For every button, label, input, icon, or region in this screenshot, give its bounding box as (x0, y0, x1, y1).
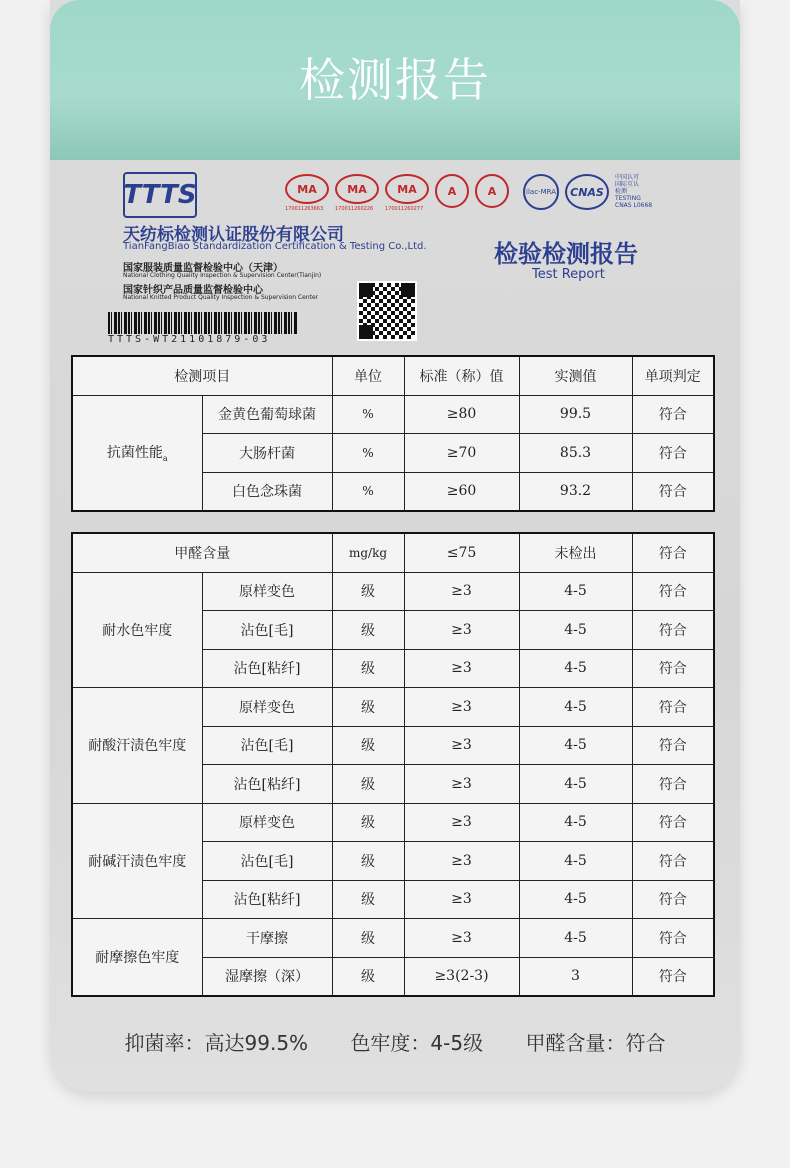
center1-cn: 国家服装质量监督检验中心（天津） (123, 263, 283, 274)
barcode-number: TTTS-WT21101879-03 (108, 334, 271, 345)
result-cell: 符合 (632, 611, 714, 650)
result-cell: 符合 (632, 726, 714, 765)
cnas-line: 中国认可 (615, 174, 640, 181)
table-header-row (72, 356, 714, 395)
cnas-line: TESTING (615, 195, 641, 202)
item-cell: 沾色[粘纤] (202, 649, 332, 688)
measured-cell: 99.5 (519, 395, 632, 434)
measured-cell: 4-5 (519, 765, 632, 804)
report-title-cn: 检验检测报告 (494, 239, 638, 268)
standard-cell: ≤75 (404, 533, 519, 572)
group-cell: 耐碱汗渍色牢度 (72, 803, 202, 919)
result-cell: 符合 (632, 919, 714, 958)
unit-cell: 级 (332, 572, 404, 611)
result-cell: 符合 (632, 533, 714, 572)
org-name-cn: 天纺标检测认证股份有限公司 (123, 225, 344, 245)
standard-cell: ≥3 (404, 611, 519, 650)
cal-badge-icon (435, 174, 469, 208)
qr-code (357, 281, 417, 341)
item-cell: 干摩擦 (202, 919, 332, 958)
result-cell: 符合 (632, 803, 714, 842)
antibacterial-summary: 抑菌率：高达99.5% (124, 1031, 309, 1055)
org-name-en: TianFangBiao Standardization Certification & Testing Co.,Ltd. (123, 241, 427, 252)
table-row (72, 919, 714, 958)
standard-cell: ≥3 (404, 803, 519, 842)
header-cell: 单项判定 (632, 356, 714, 395)
item-cell: 原样变色 (202, 803, 332, 842)
header-cell: 标准（称）值 (404, 356, 519, 395)
formaldehyde-summary: 甲醛含量：符合 (525, 1031, 666, 1055)
cnas-label: CNAS (570, 185, 604, 199)
standard-cell: ≥3 (404, 572, 519, 611)
item-cell: 沾色[粘纤] (202, 765, 332, 804)
result-cell: 符合 (632, 880, 714, 919)
standard-cell: ≥3 (404, 688, 519, 727)
certification-badges (285, 174, 652, 210)
unit-cell: 级 (332, 688, 404, 727)
colorfastness-table (71, 532, 715, 997)
unit-cell: mg/kg (332, 533, 404, 572)
ilac-mra-icon (523, 174, 559, 210)
measured-cell: 4-5 (519, 726, 632, 765)
item-cell: 甲醛含量 (72, 533, 332, 572)
unit-cell: % (332, 472, 404, 511)
measured-cell: 4-5 (519, 842, 632, 881)
ma-number: 170011260226 (335, 206, 374, 212)
colorfastness-summary: 色牢度：4-5级 (350, 1031, 484, 1055)
standard-cell: ≥3 (404, 880, 519, 919)
measured-cell: 4-5 (519, 803, 632, 842)
unit-cell: 级 (332, 880, 404, 919)
measured-cell: 4-5 (519, 649, 632, 688)
header-cell: 实测值 (519, 356, 632, 395)
unit-cell: 级 (332, 765, 404, 804)
cnas-icon (565, 174, 609, 210)
standard-cell: ≥3 (404, 842, 519, 881)
table-row (72, 572, 714, 611)
result-cell: 符合 (632, 472, 714, 511)
item-cell: 沾色[毛] (202, 611, 332, 650)
ttts-logo: TTTS (123, 172, 197, 218)
item-cell: 金黄色葡萄球菌 (202, 395, 332, 434)
cnas-line: 检测 (615, 188, 628, 195)
cal-badge-icon (475, 174, 509, 208)
center2-cn: 国家针织产品质量监督检验中心 (123, 285, 263, 296)
result-cell: 符合 (632, 395, 714, 434)
barcode (108, 312, 298, 334)
standard-cell: ≥70 (404, 434, 519, 473)
antibacterial-table (71, 355, 715, 512)
ma-number: 170011260277 (385, 206, 424, 212)
unit-cell: 级 (332, 842, 404, 881)
table-row (72, 803, 714, 842)
item-cell: 原样变色 (202, 688, 332, 727)
unit-cell: 级 (332, 649, 404, 688)
result-cell: 符合 (632, 434, 714, 473)
cal-label: A (487, 184, 497, 198)
item-cell: 沾色[毛] (202, 842, 332, 881)
unit-cell: 级 (332, 726, 404, 765)
unit-cell: 级 (332, 919, 404, 958)
measured-cell: 3 (519, 957, 632, 996)
standard-cell: ≥60 (404, 472, 519, 511)
table-row (72, 688, 714, 727)
center1-en: National Clothing Quality Inspection & Supervision Center(Tianjin) (123, 272, 322, 279)
ma-number: 170011263663 (285, 206, 324, 212)
measured-cell: 未检出 (519, 533, 632, 572)
group-cell: 耐水色牢度 (72, 572, 202, 688)
measured-cell: 4-5 (519, 880, 632, 919)
measured-cell: 85.3 (519, 434, 632, 473)
unit-cell: % (332, 395, 404, 434)
result-cell: 符合 (632, 957, 714, 996)
result-cell: 符合 (632, 572, 714, 611)
standard-cell: ≥3 (404, 726, 519, 765)
group-note: a (162, 454, 168, 464)
item-cell: 原样变色 (202, 572, 332, 611)
page-header (50, 0, 740, 160)
header-cell: 检测项目 (72, 356, 332, 395)
ilac-label: ilac-MRA (526, 188, 556, 196)
ma-label: MA (347, 182, 367, 196)
unit-cell: 级 (332, 611, 404, 650)
summary-footer (50, 1027, 740, 1056)
measured-cell: 4-5 (519, 572, 632, 611)
unit-cell: 级 (332, 803, 404, 842)
item-cell: 沾色[粘纤] (202, 880, 332, 919)
item-cell: 沾色[毛] (202, 726, 332, 765)
unit-cell: % (332, 434, 404, 473)
result-cell: 符合 (632, 649, 714, 688)
standard-cell: ≥3 (404, 765, 519, 804)
cal-label: A (447, 184, 457, 198)
measured-cell: 4-5 (519, 611, 632, 650)
cnas-line: CNAS L0668 (615, 202, 653, 209)
standard-cell: ≥3 (404, 919, 519, 958)
item-cell: 湿摩擦（深） (202, 957, 332, 996)
result-cell: 符合 (632, 765, 714, 804)
unit-cell: 级 (332, 957, 404, 996)
standard-cell: ≥3(2-3) (404, 957, 519, 996)
group-cell: 耐摩擦色牢度 (72, 919, 202, 997)
group-cell (72, 395, 202, 511)
item-cell: 白色念珠菌 (202, 472, 332, 511)
header-cell: 单位 (332, 356, 404, 395)
standard-cell: ≥80 (404, 395, 519, 434)
page-title: 检测报告 (299, 53, 491, 107)
group-cell: 耐酸汗渍色牢度 (72, 688, 202, 804)
measured-cell: 4-5 (519, 688, 632, 727)
result-cell: 符合 (632, 842, 714, 881)
ma-badge-icon (385, 174, 429, 212)
item-cell: 大肠杆菌 (202, 434, 332, 473)
cnas-line: 国际互认 (615, 181, 640, 188)
ma-label: MA (397, 182, 417, 196)
ma-label: MA (297, 182, 317, 196)
table-row (72, 395, 714, 434)
ma-badge-icon (285, 174, 329, 212)
report-title-en: Test Report (532, 267, 605, 282)
measured-cell: 93.2 (519, 472, 632, 511)
standard-cell: ≥3 (404, 649, 519, 688)
measured-cell: 4-5 (519, 919, 632, 958)
cnas-caption (615, 174, 652, 209)
result-cell: 符合 (632, 688, 714, 727)
center2-en: National Knitted Product Quality Inspection & Supervision Center (123, 294, 319, 301)
group-label: 抗菌性能 (106, 445, 163, 462)
table-row (72, 533, 714, 572)
ma-badge-icon (335, 174, 379, 212)
